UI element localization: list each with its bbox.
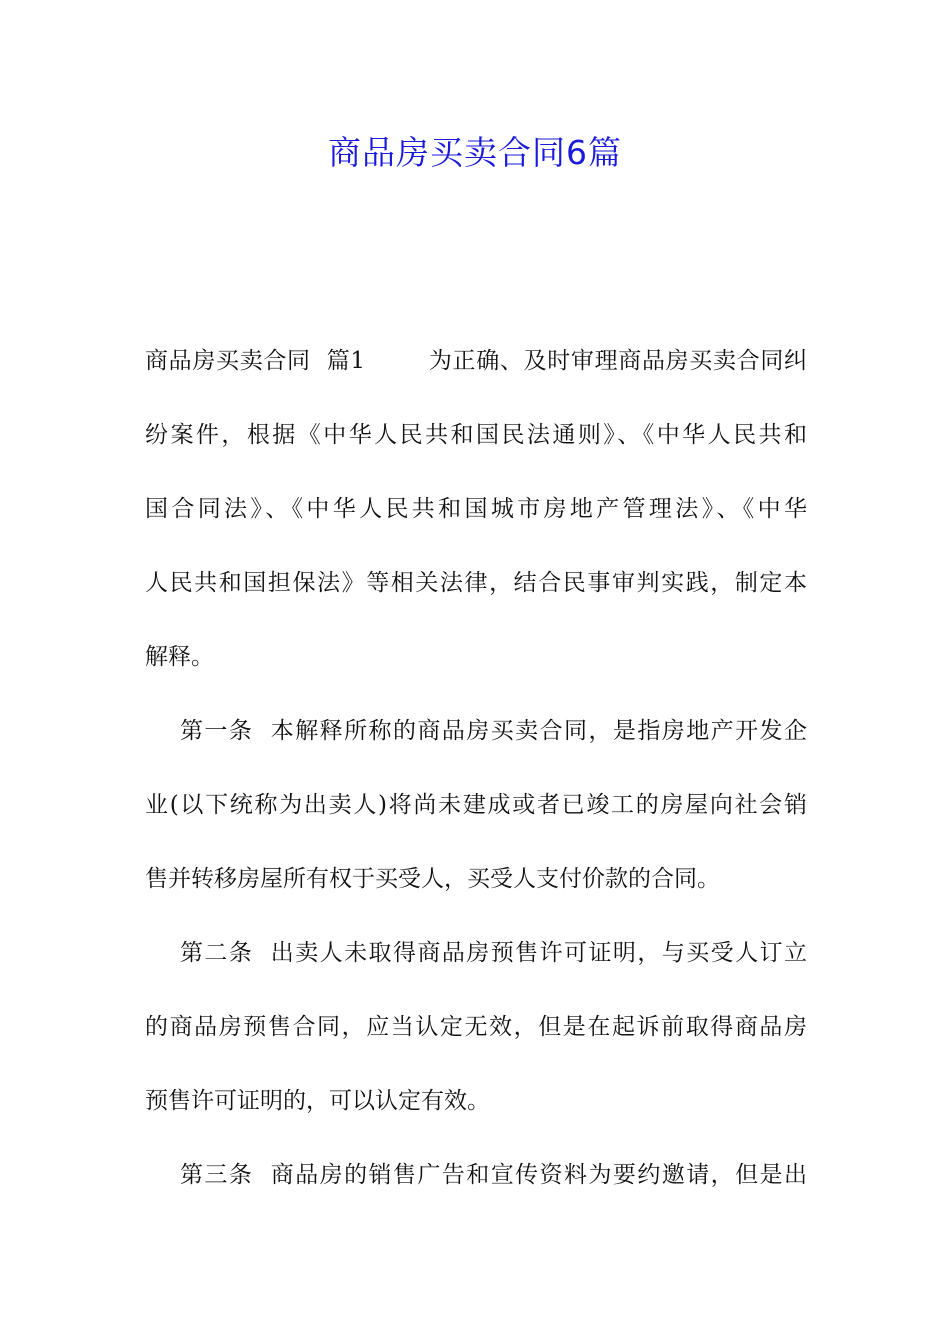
document-body	[145, 338, 807, 1226]
body-line: 第二条 出卖人未取得商品房预售许可证明，与买受人订立	[145, 940, 807, 966]
body-line: 售并转移房屋所有权于买受人，买受人支付价款的合同。	[145, 866, 720, 892]
body-line: 预售许可证明的，可以认定有效。	[145, 1088, 490, 1114]
body-line: 业(以下统称为出卖人)将尚未建成或者已竣工的房屋向社会销	[145, 792, 807, 818]
document-title: 商品房买卖合同6篇	[328, 133, 622, 172]
body-line: 第一条 本解释所称的商品房买卖合同，是指房地产开发企	[145, 718, 807, 744]
body-line: 国合同法》、《中华人民共和国城市房地产管理法》、《中华	[145, 496, 807, 522]
body-line: 第三条 商品房的销售广告和宣传资料为要约邀请，但是出	[145, 1162, 807, 1188]
body-line: 商品房买卖合同 篇1 为正确、及时审理商品房买卖合同纠	[145, 348, 807, 374]
body-line: 人民共和国担保法》等相关法律，结合民事审判实践，制定本	[145, 570, 807, 596]
body-line: 纷案件，根据《中华人民共和国民法通则》、《中华人民共和	[145, 422, 807, 448]
body-line: 的商品房预售合同，应当认定无效，但是在起诉前取得商品房	[145, 1014, 807, 1040]
body-line: 解释。	[145, 644, 214, 670]
